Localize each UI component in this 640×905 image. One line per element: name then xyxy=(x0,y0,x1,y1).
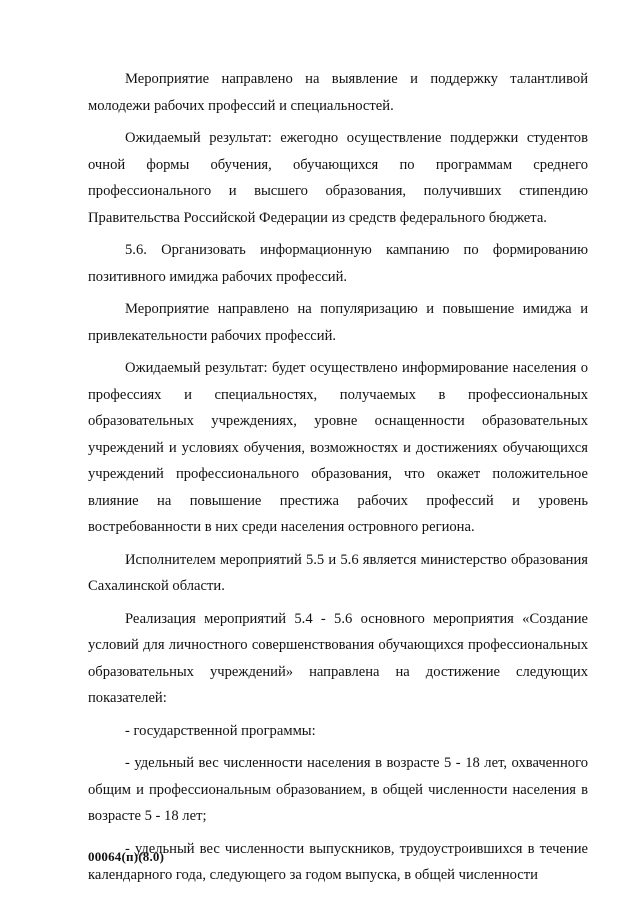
paragraph-expected-result-informing: Ожидаемый результат: будет осуществлено информирование населения о профессиях и специальностях, получаемых в профессиональных образовательных учреждениях, уровне оснащенности образовательных учреждений и условиях обучения, возможностях и достижениях обучающихся учреждений профессионального образования, что окажет положительное влияние на повышение престижа рабочих профессий и уровень востребованности в них среди населения островного региона. xyxy=(88,360,588,535)
paragraph-expected-result-scholarship: Ожидаемый результат: ежегодно осуществление поддержки студентов очной формы обучения, обучающихся по программам среднего профессионального и высшего образования, получивших стипендию Правительства Российской Федерации из средств федерального бюджета. xyxy=(88,130,588,226)
document-footer-code: 00064(п)(8.0) xyxy=(88,849,165,864)
list-item-graduates-share: - удельный вес численности выпускников, трудоустроившихся в течение календарного года, следующего за годом выпуска, в общей численности xyxy=(88,840,588,883)
paragraph-talented-youth: Мероприятие направлено на выявление и поддержку талантливой молодежи рабочих профессий и специальностей. xyxy=(88,71,588,114)
paragraph-item-5-6: 5.6. Организовать информационную кампанию по формированию позитивного имиджа рабочих профессий. xyxy=(88,242,588,285)
document-body xyxy=(88,66,588,895)
paragraph-executor: Исполнителем мероприятий 5.5 и 5.6 является министерство образования Сахалинской области. xyxy=(88,551,588,594)
paragraph-implementation: Реализация мероприятий 5.4 - 5.6 основного мероприятия «Создание условий для личностного совершенствования обучающихся профессиональных образовательных учреждений» направлена на достижение следующих показателей: xyxy=(88,610,588,706)
paragraph-popularization: Мероприятие направлено на популяризацию и повышение имиджа и привлекательности рабочих профессий. xyxy=(88,301,588,344)
list-item-population-share: - удельный вес численности населения в возрасте 5 - 18 лет, охваченного общим и профессиональным образованием, в общей численности населения в возрасте 5 - 18 лет; xyxy=(88,755,588,824)
list-item-state-program: - государственной программы: xyxy=(125,722,316,739)
